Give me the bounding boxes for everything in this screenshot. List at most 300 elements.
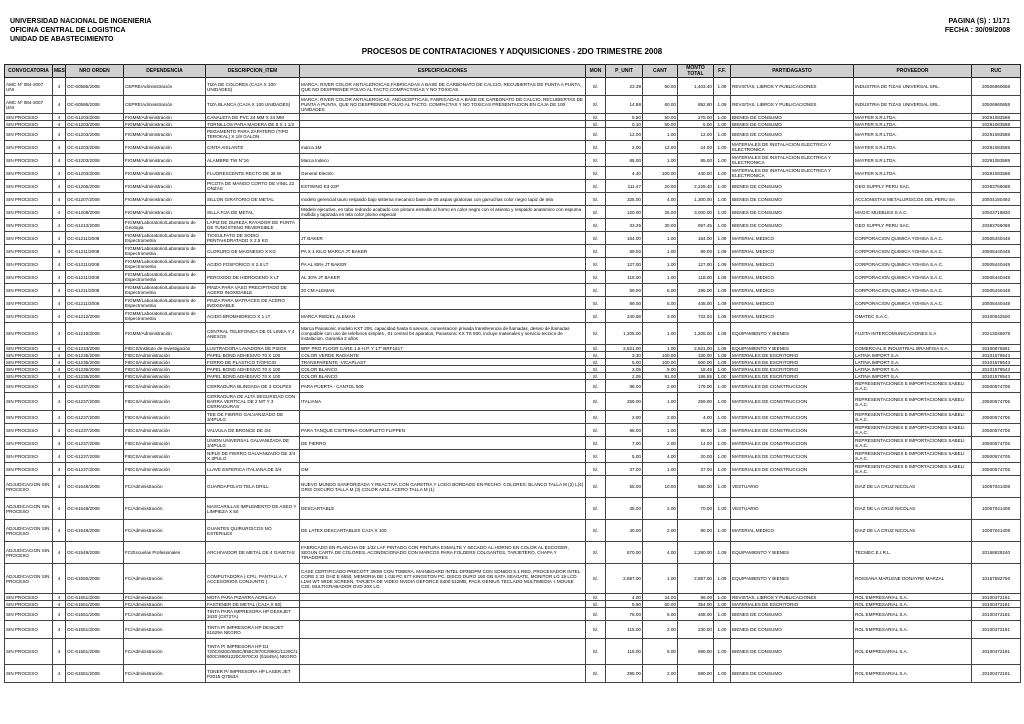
proveedor-cell: ROL EMPRESARIAL S.A. <box>854 665 972 683</box>
orden-cell: OC-60586/2008 <box>66 78 124 96</box>
dependencia-cell: FIECS/Administración <box>124 424 206 437</box>
precio-unitario-cell: 2.00 <box>606 411 643 424</box>
monto-total-cell: 118.00 <box>678 271 714 284</box>
orden-cell: OC-61215/2008 <box>66 323 124 345</box>
table-row <box>5 245 1021 258</box>
mes-cell: 4 <box>53 180 66 193</box>
precio-unitario-cell: 37.00 <box>606 463 643 476</box>
ff-cell: 1.00 <box>714 380 731 393</box>
especificaciones-cell: Marca Panasonic modelo KXT 206, capacidad hasta 6 anexos, conversacion privada transferencia de llamadas, desvio de llamadas compatible con uso de telefonos simples , 01 central 04 aparatos, Panasonic KX TS 500, incluye materiales y servicio tecnico de instalacion. Garantia 2 años <box>300 323 586 345</box>
orden-cell: OC-61235/2008 <box>66 352 124 359</box>
column-header: ESPECIFICACIONES <box>300 65 586 78</box>
ff-cell: 1.00 <box>714 450 731 463</box>
ff-cell: 1.00 <box>714 665 731 683</box>
ff-cell: 1.00 <box>714 520 731 542</box>
orden-cell: OC-61206/2008 <box>66 180 124 193</box>
convocatoria-cell: SIN PROCESO <box>5 206 53 219</box>
ruc-cell: 20100472181 <box>972 665 1021 683</box>
page-number: PAGINA (S) : 1/171 <box>948 18 1010 25</box>
ff-cell: 1.09 <box>714 96 731 114</box>
partida-gasto-cell: MATERIALES DE CONSTRUCCION <box>731 411 854 424</box>
descripcion-cell: NIPLE DE FIERRO GALVANIZADO DE 3/4 X 3PULG <box>206 450 300 463</box>
monto-total-cell: 18.45 <box>678 366 714 373</box>
cantidad-cell: 91.00 <box>643 373 678 380</box>
mes-cell: 4 <box>53 310 66 323</box>
unit-name: UNIDAD DE ABASTECIMIENTO <box>10 36 114 43</box>
table-row <box>5 154 1021 167</box>
partida-gasto-cell: MATERIAL MEDICO <box>731 258 854 271</box>
monto-total-cell: 70.00 <box>678 498 714 520</box>
ruc-cell: 10067041408 <box>972 498 1021 520</box>
cantidad-cell: 2.00 <box>643 498 678 520</box>
descripcion-cell: CERRADURA BLINDADA DE 3 GOLPES <box>206 380 300 393</box>
convocatoria-cell: SIN PROCESO <box>5 373 53 380</box>
moneda-cell: S/. <box>586 284 606 297</box>
precio-unitario-cell: 5.90 <box>606 601 643 608</box>
orden-cell: OC-61203/2008 <box>66 114 124 121</box>
ff-cell: 1.00 <box>714 601 731 608</box>
descripcion-cell: TINTA P/ IMPRESORA HP DESKJET 51629A NEGRO <box>206 621 300 639</box>
mes-cell: 4 <box>53 284 66 297</box>
convocatoria-cell: ADJUDICACION SIN PROCESO <box>5 476 53 498</box>
especificaciones-cell: JT BAKER <box>300 232 586 245</box>
moneda-cell: S/. <box>586 78 606 96</box>
orden-cell: OC-61548/2008 <box>66 476 124 498</box>
column-header: CANT <box>643 65 678 78</box>
cantidad-cell: 1.00 <box>643 128 678 141</box>
precio-unitario-cell: 33.25 <box>606 219 643 232</box>
descripcion-cell: ALAMBRE TW N°16 <box>206 154 300 167</box>
especificaciones-cell <box>300 621 586 639</box>
especificaciones-cell <box>300 411 586 424</box>
proveedor-cell: GEO SUPPLY PERU SAC. <box>854 219 972 232</box>
proveedor-cell: CORPORACION QUIMICA YOHISA S.A.C. <box>854 232 972 245</box>
cantidad-cell: 2.00 <box>643 380 678 393</box>
proveedor-cell: LATINA IMPORT S.A. <box>854 359 972 366</box>
dependencia-cell: FIECS/Instituto de Investigación <box>124 345 206 352</box>
orden-cell: OC-61551/2008 <box>66 639 124 665</box>
convocatoria-cell: SIN PROCESO <box>5 323 53 345</box>
precio-unitario-cell: 164.00 <box>606 232 643 245</box>
column-header: MONTO TOTAL <box>678 65 714 78</box>
partida-gasto-cell: MATERIAL MEDICO <box>731 232 854 245</box>
ff-cell: 1.09 <box>714 271 731 284</box>
descripcion-cell: TIZA DE COLORES (CAJA X 100 UNIDADES) <box>206 78 300 96</box>
precio-unitario-cell: 2,887.00 <box>606 564 643 594</box>
ff-cell: 1.09 <box>714 245 731 258</box>
cantidad-cell: 6.00 <box>643 608 678 621</box>
orden-cell: OC-61208/2008 <box>66 206 124 219</box>
proveedor-cell: COMERCIAL E INDUSTRIAL BRANFISA S.A. <box>854 345 972 352</box>
ff-cell: 1.00 <box>714 167 731 180</box>
cantidad-cell: 60.00 <box>643 96 678 114</box>
especificaciones-cell <box>300 608 586 621</box>
ruc-cell: 20505440448 <box>972 232 1021 245</box>
convocatoria-cell: SIN PROCESO <box>5 245 53 258</box>
table-row <box>5 193 1021 206</box>
descripcion-cell: PAPEL BOND ADHESIVO 70 X 100 <box>206 352 300 359</box>
orden-cell: OC-61237/2008 <box>66 424 124 437</box>
ff-cell: 1.00 <box>714 373 731 380</box>
especificaciones-cell: marca 3M <box>300 141 586 154</box>
ruc-cell: 20500574705 <box>972 437 1021 450</box>
precio-unitario-cell: 1,205.00 <box>606 323 643 345</box>
especificaciones-cell: COLOR VERDE RADIANTE <box>300 352 586 359</box>
proveedor-cell: LATINA IMPORT S.A. <box>854 366 972 373</box>
proveedor-cell: CORPORACION QUIMICA YOHISA S.A.C. <box>854 297 972 310</box>
ruc-cell: 20500574705 <box>972 393 1021 411</box>
moneda-cell: S/. <box>586 232 606 245</box>
proveedor-cell: ROL EMPRESARIAL S.A. <box>854 639 972 665</box>
mes-cell: 4 <box>53 245 66 258</box>
monto-total-cell: 14.00 <box>678 437 714 450</box>
convocatoria-cell: SIN PROCESO <box>5 359 53 366</box>
partida-gasto-cell: REVISTAS, LIBROS Y PUBLICACIONES <box>731 594 854 601</box>
especificaciones-cell <box>300 665 586 683</box>
dependencia-cell: FIGMM/Administración <box>124 114 206 121</box>
cantidad-cell: 30.00 <box>643 219 678 232</box>
cantidad-cell: 1.00 <box>643 245 678 258</box>
cantidad-cell: 1.00 <box>643 564 678 594</box>
especificaciones-cell <box>300 121 586 128</box>
ruc-cell: 20506960658 <box>972 78 1021 96</box>
ruc-cell: 20100042500 <box>972 310 1021 323</box>
ff-cell: 1.00 <box>714 594 731 601</box>
ruc-cell: 20505440448 <box>972 258 1021 271</box>
convocatoria-cell: SIN PROCESO <box>5 621 53 639</box>
partida-gasto-cell: MATERIALES DE ESCRITORIO <box>731 352 854 359</box>
partida-gasto-cell: MATERIALES DE INSTALACION ELECTRICA Y ELECTRONICA <box>731 154 854 167</box>
cantidad-cell: 25.00 <box>643 206 678 219</box>
convocatoria-cell: SIN PROCESO <box>5 167 53 180</box>
moneda-cell: S/. <box>586 424 606 437</box>
partida-gasto-cell: MATERIALES DE ESCRITORIO <box>731 359 854 366</box>
monto-total-cell: 1,205.00 <box>678 323 714 345</box>
dependencia-cell: FIECS/Administración <box>124 359 206 366</box>
descripcion-cell: COMPUTADORA ( CPU, PANTALLA, Y ACCESORIOS CONJUNTO ) <box>206 564 300 594</box>
cantidad-cell: 4.00 <box>643 542 678 564</box>
monto-total-cell: 2,229.40 <box>678 180 714 193</box>
table-row <box>5 310 1021 323</box>
university-name: UNIVERSIDAD NACIONAL DE INGENIERIA <box>10 18 152 25</box>
office-name: OFICINA CENTRAL DE LOGISTICA <box>10 27 126 34</box>
ff-cell: 1.00 <box>714 639 731 665</box>
partida-gasto-cell: BIENES DE CONSUMO <box>731 193 854 206</box>
moneda-cell: S/. <box>586 121 606 128</box>
orden-cell: OC-61211/2008 <box>66 271 124 284</box>
monto-total-cell: 690.00 <box>678 639 714 665</box>
especificaciones-cell: MARCA: RIVER COLOR ANTIALERGICAS,FABRICADAS A BASE DE CARBONATO DE CALCIO, RECUBIERTAS DE PUNTA A PUNTA, QUE NO DESPRENDE POLVO AL TACTO,COMPACTADAS Y NO TOXICAS. <box>300 78 586 96</box>
orden-cell: OC-61203/2008 <box>66 154 124 167</box>
monto-total-cell: 997.45 <box>678 219 714 232</box>
descripcion-cell: VALVULA DE BRONCE DE 3/4 <box>206 424 300 437</box>
orden-cell: OC-60586/2008 <box>66 96 124 114</box>
ruc-cell: 20291083588 <box>972 167 1021 180</box>
cantidad-cell: 1.00 <box>643 463 678 476</box>
descripcion-cell: PEGAMENTO PARA ZAPATERO (TIPO TEROKAL) X 1/8 GALON <box>206 128 300 141</box>
moneda-cell: S/. <box>586 96 606 114</box>
especificaciones-cell: COLOR BLANCO <box>300 366 586 373</box>
orden-cell: OC-61211/2008 <box>66 232 124 245</box>
column-header: DESCRIPCION_ITEM <box>206 65 300 78</box>
ruc-cell: 20506960658 <box>972 96 1021 114</box>
orden-cell: OC-61203/2008 <box>66 128 124 141</box>
mes-cell: 4 <box>53 154 66 167</box>
moneda-cell: S/. <box>586 141 606 154</box>
monto-total-cell: 127.00 <box>678 258 714 271</box>
proveedor-cell: MAYFER S.R.LTDA. <box>854 128 972 141</box>
column-header: RUC <box>972 65 1021 78</box>
convocatoria-cell: SIN PROCESO <box>5 639 53 665</box>
descripcion-cell: PINZA PARA VASO PRECIPITADO DE ACERO INOXIDABLE <box>206 284 300 297</box>
orden-cell: OC-61235/2008 <box>66 359 124 366</box>
table-row <box>5 639 1021 665</box>
table-row <box>5 297 1021 310</box>
monto-total-cell: 164.00 <box>678 232 714 245</box>
ff-cell: 1.00 <box>714 463 731 476</box>
ruc-cell: 20100472181 <box>972 608 1021 621</box>
cantidad-cell: 100.00 <box>643 359 678 366</box>
dependencia-cell: FC/Administración <box>124 498 206 520</box>
proveedor-cell: LATINA IMPORT S.A. <box>854 373 972 380</box>
mes-cell: 4 <box>53 359 66 366</box>
ruc-cell: 10067041408 <box>972 520 1021 542</box>
precio-unitario-cell: 7.00 <box>606 437 643 450</box>
convocatoria-cell: SIN PROCESO <box>5 594 53 601</box>
convocatoria-cell: SIN PROCESO <box>5 665 53 683</box>
dependencia-cell: FIGMM/Laboratorio/Laboratorio de Espectrometria <box>124 232 206 245</box>
descripcion-cell: GUARDAPOLVO TELA DRILL <box>206 476 300 498</box>
dependencia-cell: FIECS/Administración <box>124 411 206 424</box>
convocatoria-cell: SIN PROCESO <box>5 219 53 232</box>
dependencia-cell: CEPRE/Administración <box>124 78 206 96</box>
convocatoria-cell: ADJUDICACION SIN PROCESO <box>5 564 53 594</box>
mes-cell: 4 <box>53 206 66 219</box>
convocatoria-cell: ADJUDICACION SIN PROCESO <box>5 542 53 564</box>
ruc-cell: 20100675961 <box>972 345 1021 352</box>
monto-total-cell: 2,621.00 <box>678 345 714 352</box>
proveedor-cell: MAGIC MUEBLES S.A.C. <box>854 206 972 219</box>
column-header: PROVEEDOR <box>854 65 972 78</box>
ruc-cell: 20101578543 <box>972 366 1021 373</box>
especificaciones-cell <box>300 114 586 121</box>
table-row <box>5 608 1021 621</box>
cantidad-cell: 1.00 <box>643 345 678 352</box>
ff-cell: 1.00 <box>714 141 731 154</box>
monto-total-cell: 186.55 <box>678 373 714 380</box>
ruc-cell: 20291083588 <box>972 128 1021 141</box>
mes-cell: 4 <box>53 323 66 345</box>
monto-total-cell: 295.00 <box>678 284 714 297</box>
mes-cell: 4 <box>53 366 66 373</box>
dependencia-cell: FIGMM/Laboratorio/Laboratorio de Geologia <box>124 219 206 232</box>
partida-gasto-cell: BIENES DE CONSUMO <box>731 206 854 219</box>
report-date: FECHA : 30/09/2008 <box>944 27 1010 34</box>
partida-gasto-cell: BIENES DE CONSUMO <box>731 639 854 665</box>
moneda-cell: S/. <box>586 608 606 621</box>
dependencia-cell: FIECS/Administración <box>124 463 206 476</box>
especificaciones-cell: BRF PRO FLOOR CARE 1.6 H.P. Y 17" BRF1617 <box>300 345 586 352</box>
cantidad-cell: 4.00 <box>643 450 678 463</box>
especificaciones-cell: General Electric <box>300 167 586 180</box>
descripcion-cell: TINTA P/ IMPRESORA HP DJ 720C/820C/850C/855C/870C/890C/1120C/1600C/990/1220C/970CXI (51645A) NEGRO <box>206 639 300 665</box>
ff-cell: 1.00 <box>714 193 731 206</box>
table-header-row <box>5 65 1021 78</box>
partida-gasto-cell: MATERIALES DE CONSTRUCCION <box>731 437 854 450</box>
ruc-cell: 20291083588 <box>972 114 1021 121</box>
table-row <box>5 121 1021 128</box>
ff-cell: 1.09 <box>714 564 731 594</box>
table-row <box>5 345 1021 352</box>
partida-gasto-cell: MATERIAL MEDICO <box>731 284 854 297</box>
dependencia-cell: FIGMM/Laboratorio/Laboratorio de Espectrometria <box>124 245 206 258</box>
orden-cell: OC-61237/2008 <box>66 450 124 463</box>
convocatoria-cell: SIN PROCESO <box>5 366 53 373</box>
precio-unitario-cell: 55.00 <box>606 476 643 498</box>
partida-gasto-cell: BIENES DE CONSUMO <box>731 608 854 621</box>
descripcion-cell: PICOTA DE MANGO CORTO DE VINIL 22 ONZAS <box>206 180 300 193</box>
mes-cell: 4 <box>53 78 66 96</box>
proveedor-cell: REPRESENTACIONES E IMPORTACIONES SABELI S.A.C. <box>854 450 972 463</box>
orden-cell: OC-61233/2008 <box>66 345 124 352</box>
ruc-cell: 20500574705 <box>972 463 1021 476</box>
mes-cell: 4 <box>53 476 66 498</box>
convocatoria-cell: ADJUDICACION SIN PROCESO <box>5 520 53 542</box>
partida-gasto-cell: MATERIAL MEDICO <box>731 245 854 258</box>
ruc-cell: 20100472181 <box>972 621 1021 639</box>
moneda-cell: S/. <box>586 154 606 167</box>
proveedor-cell: DIAZ DE LA CRUZ NICOLAS <box>854 498 972 520</box>
monto-total-cell: 89.00 <box>678 245 714 258</box>
partida-gasto-cell: MATERIALES DE INSTALACION ELECTRICA Y ELECTRONICA <box>731 141 854 154</box>
monto-total-cell: 96.00 <box>678 594 714 601</box>
moneda-cell: S/. <box>586 352 606 359</box>
monto-total-cell: 1,403.40 <box>678 78 714 96</box>
precio-unitario-cell: 2.00 <box>606 141 643 154</box>
mes-cell: 4 <box>53 258 66 271</box>
descripcion-cell: FLUORESCENTE RECTO DE 36 W <box>206 167 300 180</box>
proveedor-cell: FUJITA INTERCOMUNICACIONES S.A <box>854 323 972 345</box>
convocatoria-cell: SIN PROCESO <box>5 121 53 128</box>
dependencia-cell: FIGMM/Administración <box>124 167 206 180</box>
descripcion-cell: LLAVE ESFERICA ITALIANA DE 3/4 <box>206 463 300 476</box>
especificaciones-cell: MARCA: RIVER COLOR ANTIALERGICAS, ANDUCEPTICAS, FABRICADAS A BASE DE CARBONATO DE CALCIO, RECUBIERTAS DE PUNTA A PUNTA, QUE NO DESPRENDE POLVO AL TACTO, COMPACTAS Y NO TOXICAS PRESENTACION EN CAJA DE 100 UNIDADES <box>300 96 586 114</box>
column-header: PARTIDAGASTO <box>731 65 854 78</box>
table-row <box>5 542 1021 564</box>
orden-cell: OC-61211/2008 <box>66 258 124 271</box>
proveedor-cell: ROL EMPRESARIAL S.A. <box>854 621 972 639</box>
ff-cell: 1.00 <box>714 219 731 232</box>
moneda-cell: S/. <box>586 520 606 542</box>
mes-cell: 4 <box>53 621 66 639</box>
especificaciones-cell: modelo gerencial tauro respaldo bajo sistema mecanico base de 05 aspas giratorias con garruchas color negro tapiz de tela <box>300 193 586 206</box>
especificaciones-cell <box>300 297 586 310</box>
monto-total-cell: 24.00 <box>678 141 714 154</box>
mes-cell: 4 <box>53 639 66 665</box>
column-header: DEPENDENCIA <box>124 65 206 78</box>
descripcion-cell: PAPEL BOND ADHESIVO 70 X 100 <box>206 373 300 380</box>
column-header: P_UNIT <box>606 65 643 78</box>
descripcion-cell: TIZA BLANCA (CAJA X 100 UNIDADES) <box>206 96 300 114</box>
especificaciones-cell: CASE CERTIFICADO PRECOTT 300W CON TOBERA, MAINBOARD INTEL DP35DPM CON SONIDO 5.1 RED, PROCESADOR INTEL CORE 2 33 GHZ E 6550, MEMORIA DE 1 GB PC 677 KINGSTON PC, DISCO DURO 160 GB SATA SEAGATE, MONITOR LG 19 LCD L194 WT WIDE SCREEN, TARJETA DE VIDEO NVIDIA GEFORCE 8400 512MB, PACK GENIUS TECLADO MULTIMEDIA + MOUSE C20, MULTIGRABADOR DVD 20X LG. <box>300 564 586 594</box>
ruc-cell: 20504180493 <box>972 193 1021 206</box>
proveedor-cell: LATINA IMPORT S.A. <box>854 352 972 359</box>
dependencia-cell: FIGMM/Administración <box>124 323 206 345</box>
table-row <box>5 232 1021 245</box>
ff-cell: 1.09 <box>714 310 731 323</box>
precio-unitario-cell: 259.00 <box>606 393 643 411</box>
cantidad-cell: 2.00 <box>643 411 678 424</box>
monto-total-cell: 20.00 <box>678 450 714 463</box>
monto-total-cell: 5.00 <box>678 121 714 128</box>
ruc-cell: 10157592756 <box>972 564 1021 594</box>
convocatoria-cell: SIN PROCESO <box>5 601 53 608</box>
ff-cell: 1.00 <box>714 366 731 373</box>
precio-unitario-cell: 570.00 <box>606 542 643 564</box>
convocatoria-cell: SIN PROCESO <box>5 463 53 476</box>
ruc-cell: 20383766088 <box>972 219 1021 232</box>
cantidad-cell: 2.00 <box>643 621 678 639</box>
descripcion-cell: PINZA PARA MATRACES DE ACERO INOXIDABLE <box>206 297 300 310</box>
dependencia-cell: FC/Administración <box>124 665 206 683</box>
ruc-cell: 20100472181 <box>972 594 1021 601</box>
table-row <box>5 498 1021 520</box>
descripcion-cell: CERRADURA DE ALTA SEGURIDAD CON BARRA VERTICAL DE 2 MT Y 3 CERRADURAS <box>206 393 300 411</box>
monto-total-cell: 1,300.00 <box>678 193 714 206</box>
ruc-cell: 20383766088 <box>972 180 1021 193</box>
monto-total-cell: 330.00 <box>678 352 714 359</box>
dependencia-cell: FC/Administración <box>124 608 206 621</box>
orden-cell: OC-61203/2008 <box>66 141 124 154</box>
dependencia-cell: FC/Administración <box>124 520 206 542</box>
mes-cell: 4 <box>53 271 66 284</box>
partida-gasto-cell: MATERIALES DE ESCRITORIO <box>731 366 854 373</box>
dependencia-cell: FC/Administración <box>124 621 206 639</box>
cantidad-cell: 4.00 <box>643 193 678 206</box>
mes-cell: 4 <box>53 373 66 380</box>
table-row <box>5 564 1021 594</box>
monto-total-cell: 892.80 <box>678 96 714 114</box>
proveedor-cell: INDUSTRIA DE TIZAS UNIVERSAL SRL. <box>854 96 972 114</box>
moneda-cell: S/. <box>586 639 606 665</box>
orden-cell: OC-61207/2008 <box>66 193 124 206</box>
precio-unitario-cell: 2.05 <box>606 366 643 373</box>
precio-unitario-cell: 14.88 <box>606 96 643 114</box>
dependencia-cell: FIGMM/Administración <box>124 180 206 193</box>
table-row <box>5 323 1021 345</box>
monto-total-cell: 468.00 <box>678 608 714 621</box>
moneda-cell: S/. <box>586 206 606 219</box>
proveedor-cell: ACCIONISTAS METALURGICOS DEL PERU SA <box>854 193 972 206</box>
convocatoria-cell: SIN PROCESO <box>5 437 53 450</box>
table-row <box>5 380 1021 393</box>
table-row <box>5 424 1021 437</box>
partida-gasto-cell: VESTUARIO <box>731 476 854 498</box>
table-row <box>5 366 1021 373</box>
especificaciones-cell: DE LATEX DESCARTABLES CAJA X 100 <box>300 520 586 542</box>
table-row <box>5 284 1021 297</box>
column-header: MON <box>586 65 606 78</box>
descripcion-cell: TEE DE FIERRO GALVANIZADO DE 3/4PULG <box>206 411 300 424</box>
cantidad-cell: 2.00 <box>643 437 678 450</box>
moneda-cell: S/. <box>586 476 606 498</box>
especificaciones-cell: OM <box>300 463 586 476</box>
dependencia-cell: FC/Administración <box>124 476 206 498</box>
moneda-cell: S/. <box>586 373 606 380</box>
ff-cell: 1.00 <box>714 437 731 450</box>
descripcion-cell: LUSTRADORA LAVADORA DE PISOS <box>206 345 300 352</box>
convocatoria-cell: SIN PROCESO <box>5 284 53 297</box>
